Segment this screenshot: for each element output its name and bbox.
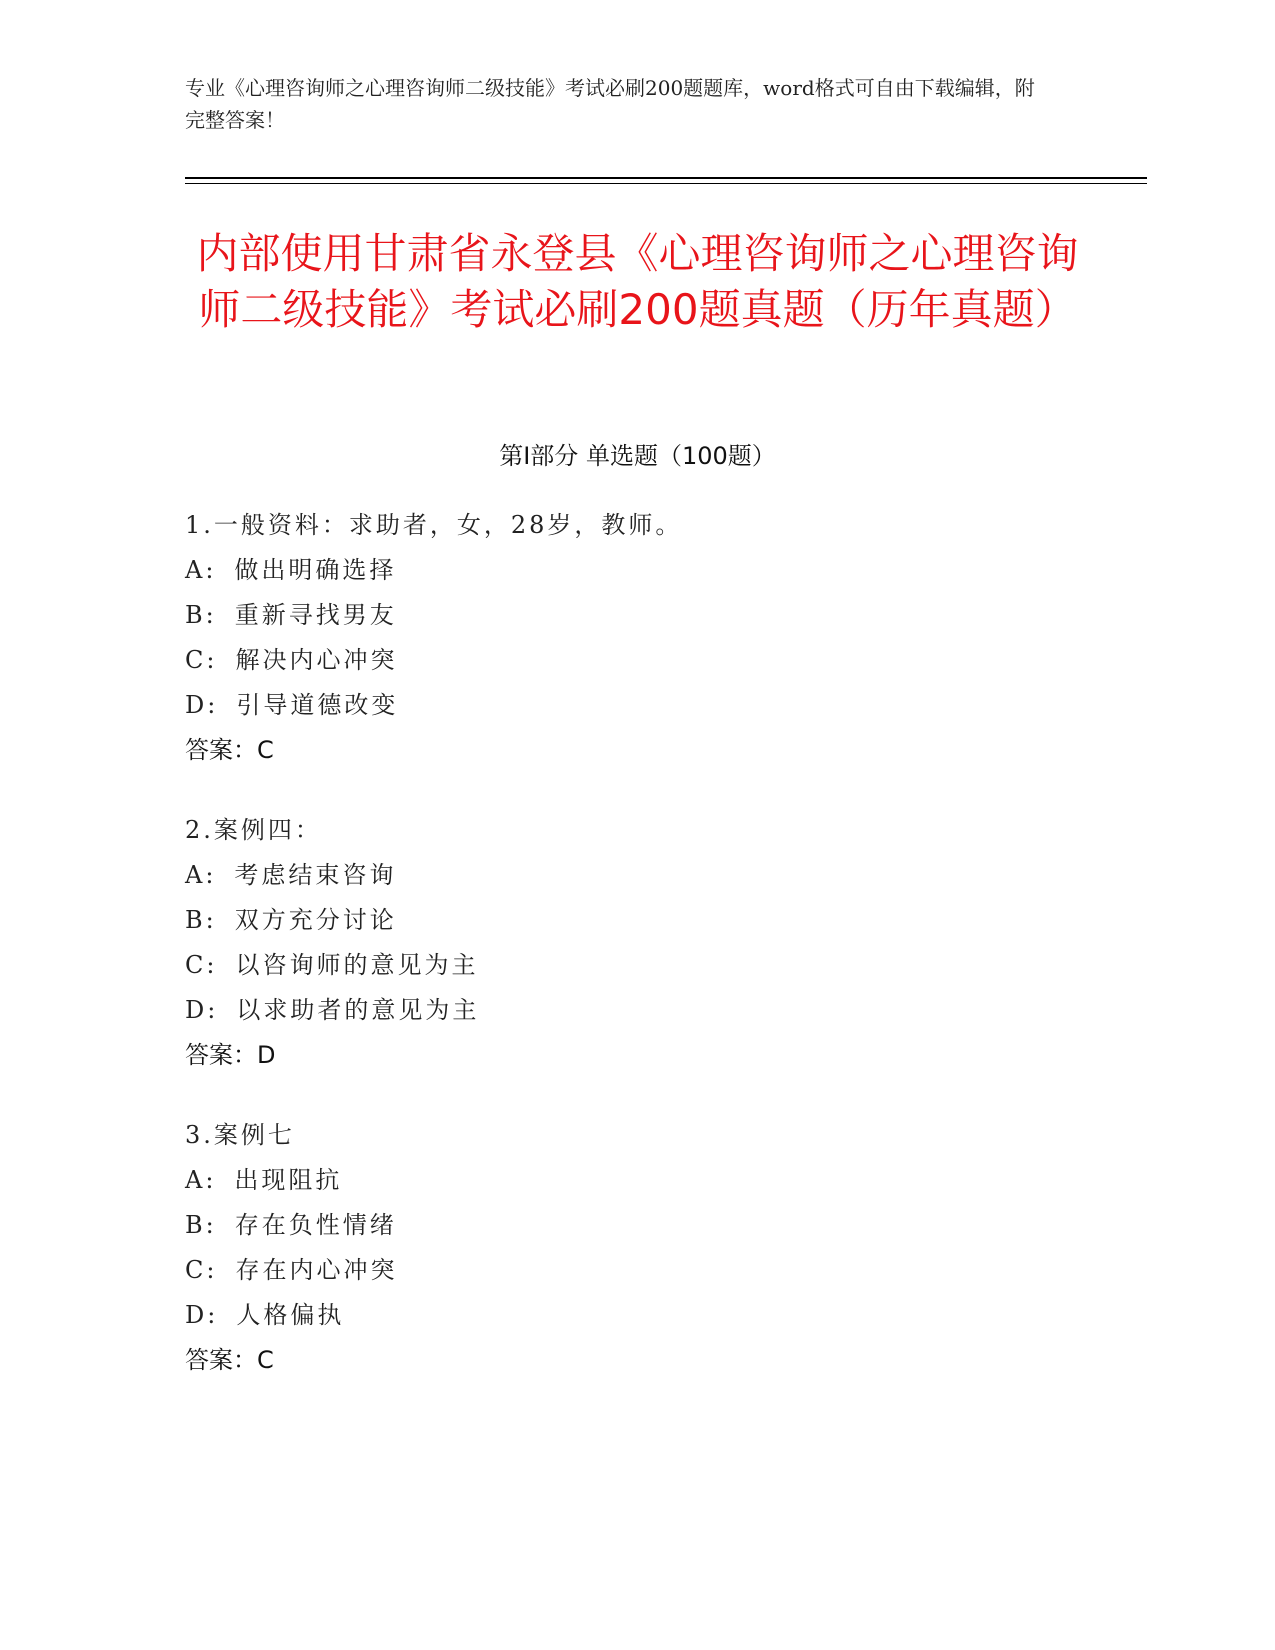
header-divider-thick [185, 177, 1147, 179]
option-text: 做出明确选择 [234, 556, 397, 584]
option-a [185, 853, 1085, 898]
option-text: 双方充分讨论 [234, 906, 397, 934]
option-label: D: [185, 1301, 219, 1329]
answer-line: 答案：C [185, 736, 274, 764]
question-stem: 3.案例七 [185, 1121, 295, 1149]
option-c [185, 638, 1085, 683]
option-b [185, 593, 1085, 638]
answer-line: 答案：D [185, 1041, 276, 1069]
option-label: B: [185, 906, 217, 934]
option-b [185, 1203, 1085, 1248]
option-text: 人格偏执 [236, 1301, 345, 1329]
option-text: 以咨询师的意见为主 [235, 951, 479, 979]
option-c [185, 943, 1085, 988]
option-label: C: [185, 951, 218, 979]
question-1 [185, 503, 1085, 773]
option-b [185, 898, 1085, 943]
option-text: 引导道德改变 [236, 691, 399, 719]
question-stem: 2.案例四： [185, 816, 322, 844]
question-3 [185, 1113, 1085, 1383]
option-label: B: [185, 601, 217, 629]
option-label: D: [185, 691, 219, 719]
answer-line: 答案：C [185, 1346, 274, 1374]
option-text: 考虑结束咨询 [234, 861, 397, 889]
option-a [185, 1158, 1085, 1203]
document-title: 内部使用甘肃省永登县《心理咨询师之心理咨询师二级技能》考试必刷200题真题（历年真题） [196, 229, 1079, 334]
option-text: 以求助者的意见为主 [236, 996, 480, 1024]
question-2 [185, 808, 1085, 1078]
option-d [185, 683, 1085, 728]
option-text: 解决内心冲突 [235, 646, 398, 674]
option-d [185, 988, 1085, 1033]
option-text: 出现阻抗 [234, 1166, 343, 1194]
option-label: C: [185, 646, 218, 674]
section-heading: 第Ⅰ部分 单选题（100题） [499, 442, 776, 470]
option-a [185, 548, 1085, 593]
option-label: C: [185, 1256, 218, 1284]
option-label: A: [185, 1166, 217, 1194]
option-text: 重新寻找男友 [234, 601, 397, 629]
option-label: A: [185, 556, 217, 584]
option-label: B: [185, 1211, 217, 1239]
header-divider-thin [185, 183, 1147, 184]
option-c [185, 1248, 1085, 1293]
document-intro: 专业《心理咨询师之心理咨询师二级技能》考试必刷200题题库，word格式可自由下载编辑，附完整答案！ [185, 76, 1035, 132]
option-d [185, 1293, 1085, 1338]
option-label: D: [185, 996, 219, 1024]
question-stem: 1.一般资料：求助者，女，28岁，教师。 [185, 511, 683, 539]
option-text: 存在负性情绪 [234, 1211, 397, 1239]
option-text: 存在内心冲突 [235, 1256, 398, 1284]
option-label: A: [185, 861, 217, 889]
